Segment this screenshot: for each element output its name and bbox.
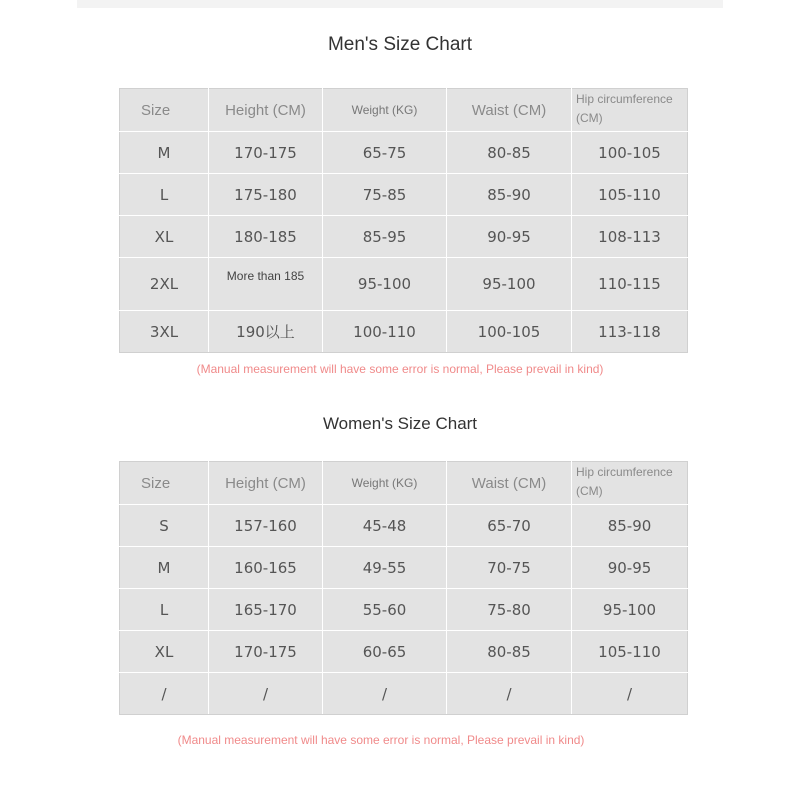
cell-size: M [120,547,209,589]
cell-hip: 108-113 [572,216,688,258]
cell-waist: 95-100 [447,258,572,311]
top-divider-strip [77,0,723,8]
cell-height: 190以上 [209,311,323,353]
cell-hip: 110-115 [572,258,688,311]
header-waist: Waist (CM) [447,462,572,505]
cell-hip: 105-110 [572,631,688,673]
table-row [120,631,688,673]
header-size: Size [120,462,209,505]
header-height: Height (CM) [209,462,323,505]
table-row [120,216,688,258]
table-row [120,547,688,589]
cell-hip: 100-105 [572,132,688,174]
cell-weight: 100-110 [323,311,447,353]
cell-waist: 75-80 [447,589,572,631]
cell-size: XL [120,631,209,673]
cell-weight: 55-60 [323,589,447,631]
cell-size: L [120,174,209,216]
cell-size: M [120,132,209,174]
cell-weight: 60-65 [323,631,447,673]
table-header-row [120,462,688,505]
cell-waist: 65-70 [447,505,572,547]
womens-size-table [119,461,688,715]
mens-size-table [119,88,688,353]
cell-weight: 49-55 [323,547,447,589]
mens-chart-title: Men's Size Chart [327,34,473,55]
cell-hip: 85-90 [572,505,688,547]
cell-size: S [120,505,209,547]
table-row [120,258,688,311]
cell-weight: 75-85 [323,174,447,216]
cell-waist: 70-75 [447,547,572,589]
cell-weight: / [323,673,447,715]
cell-height: 180-185 [209,216,323,258]
womens-measurement-note: (Manual measurement will have some error is normal, Please prevail in kind) [177,733,585,747]
cell-hip: 113-118 [572,311,688,353]
womens-chart-title: Women's Size Chart [322,414,478,433]
header-weight: Weight (KG) [323,89,447,132]
table-row [120,589,688,631]
cell-size: / [120,673,209,715]
mens-measurement-note: (Manual measurement will have some error is normal, Please prevail in kind) [196,362,604,376]
cell-waist: 100-105 [447,311,572,353]
cell-waist: 80-85 [447,631,572,673]
header-height: Height (CM) [209,89,323,132]
cell-size: 3XL [120,311,209,353]
header-size: Size [120,89,209,132]
cell-weight: 85-95 [323,216,447,258]
table-row [120,311,688,353]
header-hip: Hip circumference (CM) [572,462,688,505]
cell-height: 160-165 [209,547,323,589]
cell-waist: / [447,673,572,715]
cell-height: 175-180 [209,174,323,216]
cell-height: 157-160 [209,505,323,547]
cell-waist: 85-90 [447,174,572,216]
cell-height: 170-175 [209,631,323,673]
cell-waist: 90-95 [447,216,572,258]
header-weight: Weight (KG) [323,462,447,505]
header-hip: Hip circumference (CM) [572,89,688,132]
cell-size: L [120,589,209,631]
cell-size: XL [120,216,209,258]
table-header-row [120,89,688,132]
cell-hip: 105-110 [572,174,688,216]
cell-hip: 90-95 [572,547,688,589]
table-row [120,132,688,174]
table-row [120,174,688,216]
cell-height: / [209,673,323,715]
cell-height: 170-175 [209,132,323,174]
cell-hip: / [572,673,688,715]
cell-weight: 45-48 [323,505,447,547]
cell-waist: 80-85 [447,132,572,174]
cell-weight: 65-75 [323,132,447,174]
cell-weight: 95-100 [323,258,447,311]
cell-height: 165-170 [209,589,323,631]
cell-hip: 95-100 [572,589,688,631]
header-waist: Waist (CM) [447,89,572,132]
cell-height: More than 185 [209,258,323,311]
table-row [120,673,688,715]
table-row [120,505,688,547]
cell-size: 2XL [120,258,209,311]
